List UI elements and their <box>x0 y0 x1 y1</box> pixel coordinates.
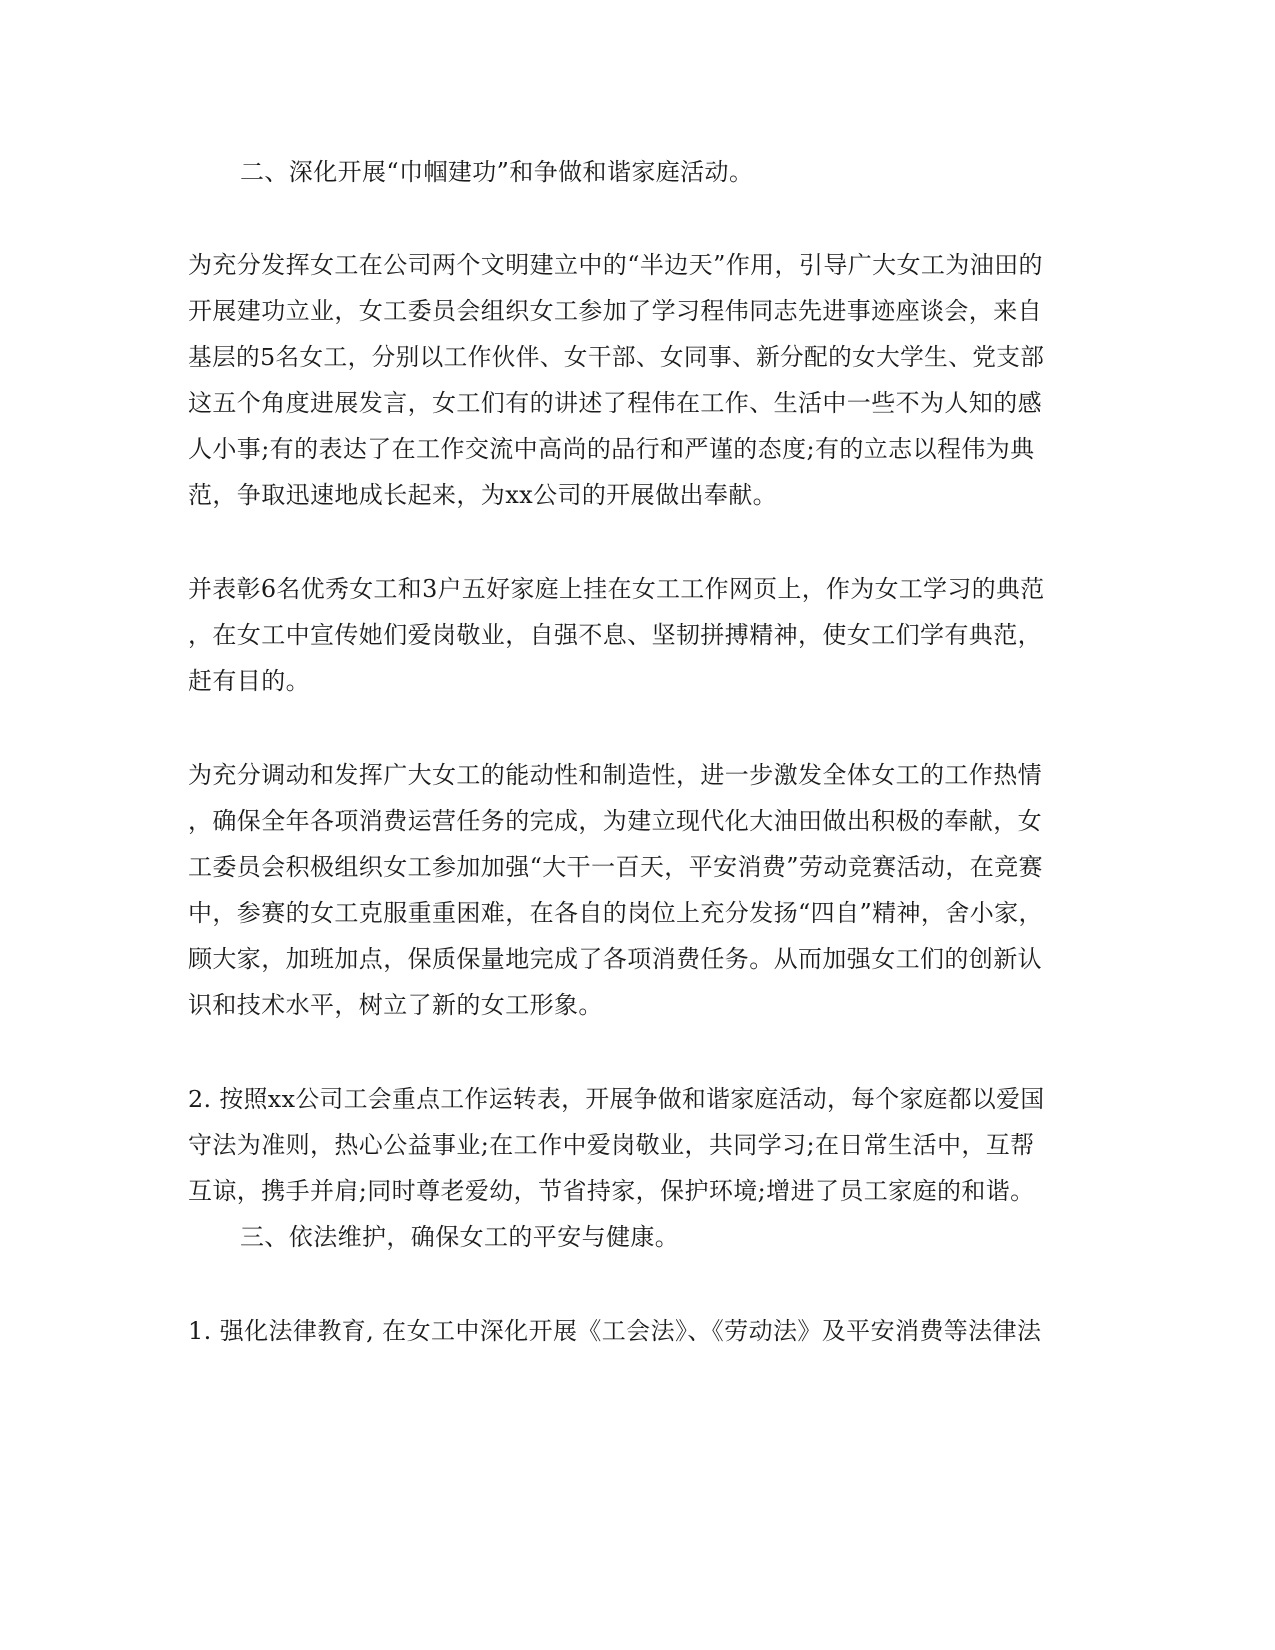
paragraph-2-line-2: ，在女工中宣传她们爱岗敬业，自强不息、坚韧拼搏精神，使女工们学有典范， <box>188 621 1042 649</box>
paragraph-3-line-3: 工委员会积极组织女工参加加强“大干一百天，平安消费”劳动竞赛活动，在竞赛 <box>188 853 1043 881</box>
paragraph-3-line-5: 顾大家，加班加点，保质保量地完成了各项消费任务。从而加强女工们的创新认 <box>188 945 1042 973</box>
paragraph-4-line-3: 互谅，携手并肩;同时尊老爱幼，节省持家，保护环境;增进了员工家庭的和谐。 <box>188 1177 1035 1205</box>
paragraph-4-line-1: 2. 按照xx公司工会重点工作运转表，开展争做和谐家庭活动，每个家庭都以爱国 <box>188 1085 1045 1113</box>
paragraph-3-line-6: 识和技术水平，树立了新的女工形象。 <box>188 991 603 1019</box>
paragraph-3-line-4: 中，参赛的女工克服重重困难，在各自的岗位上充分发扬“四自”精神，舍小家， <box>188 899 1043 927</box>
paragraph-1-line-5: 人小事;有的表达了在工作交流中高尚的品行和严谨的态度;有的立志以程伟为典 <box>188 435 1035 463</box>
paragraph-3-line-2: ，确保全年各项消费运营任务的完成，为建立现代化大油田做出积极的奉献，女 <box>188 807 1042 835</box>
section-heading-2: 二、深化开展“巾帼建功”和争做和谐家庭活动。 <box>240 158 754 186</box>
paragraph-2-line-1: 并表彰6名优秀女工和3户五好家庭上挂在女工工作网页上，作为女工学习的典范 <box>188 575 1045 603</box>
paragraph-2-line-3: 赶有目的。 <box>188 667 310 695</box>
paragraph-1-line-4: 这五个角度进展发言，女工们有的讲述了程伟在工作、生活中一些不为人知的感 <box>188 389 1042 417</box>
paragraph-4-line-2: 守法为准则，热心公益事业;在工作中爱岗敬业，共同学习;在日常生活中，互帮 <box>188 1131 1035 1159</box>
paragraph-1-line-3: 基层的5名女工，分别以工作伙伴、女干部、女同事、新分配的女大学生、党支部 <box>188 343 1045 371</box>
paragraph-1-line-2: 开展建功立业，女工委员会组织女工参加了学习程伟同志先进事迹座谈会，来自 <box>188 297 1042 325</box>
paragraph-1-line-1: 为充分发挥女工在公司两个文明建立中的“半边天”作用，引导广大女工为油田的 <box>188 251 1043 279</box>
paragraph-3-line-1: 为充分调动和发挥广大女工的能动性和制造性，进一步激发全体女工的工作热情 <box>188 761 1042 789</box>
paragraph-1-line-6: 范，争取迅速地成长起来，为xx公司的开展做出奉献。 <box>188 481 778 509</box>
section-heading-3: 三、依法维护，确保女工的平安与健康。 <box>240 1223 680 1251</box>
paragraph-5-line-1: 1. 强化法律教育, 在女工中深化开展《工会法》、《劳动法》及平安消费等法律法 <box>188 1317 1042 1345</box>
